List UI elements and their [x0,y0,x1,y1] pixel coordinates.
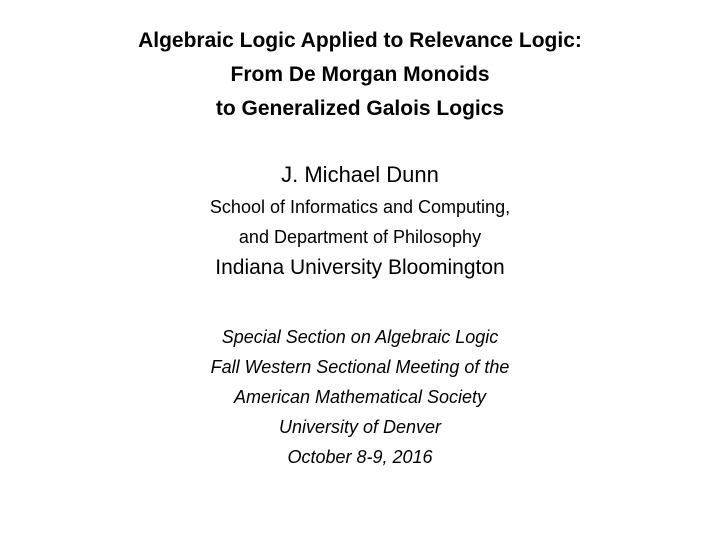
author-affiliation-1: School of Informatics and Computing, [209,197,511,217]
author-affiliation-2: and Department of Philosophy [238,227,482,247]
slide-title-line-1: Algebraic Logic Applied to Relevance Logic: [138,29,582,52]
slide-title-line-2: From De Morgan Monoids [230,63,490,86]
event-line-3: American Mathematical Society [233,387,487,407]
author-name: J. Michael Dunn [281,162,439,187]
slide-title-line-3: to Generalized Galois Logics [215,97,505,120]
event-line-5: October 8-9, 2016 [287,447,433,467]
author-university: Indiana University Bloomington [215,256,505,279]
event-line-1: Special Section on Algebraic Logic [221,327,499,347]
event-line-2: Fall Western Sectional Meeting of the [210,357,510,377]
event-line-4: University of Denver [278,417,442,437]
